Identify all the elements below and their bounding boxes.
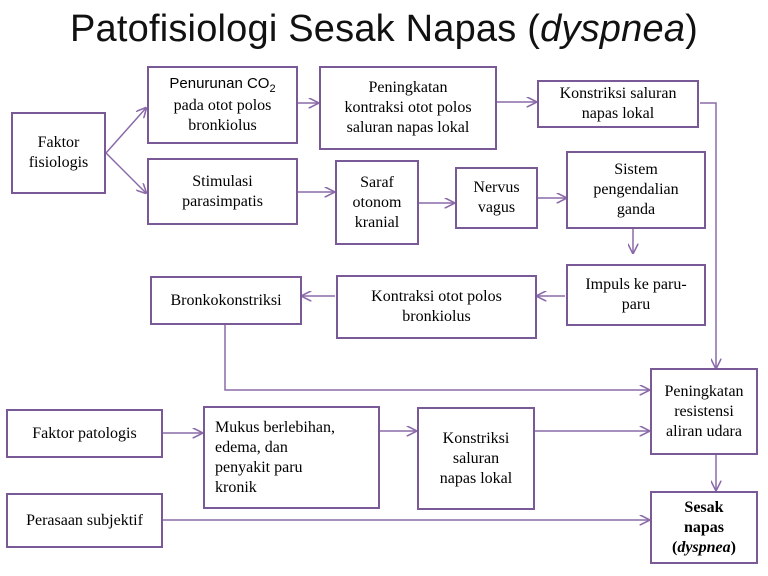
node-stimulasi-parasimpatis — [147, 158, 298, 225]
title-close: ) — [685, 8, 699, 50]
node-impuls-paru-label: Impuls ke paru- paru — [585, 276, 687, 313]
arrow-faktor-to-stimulasi — [106, 153, 146, 193]
node-konstriksi-saluran-top — [537, 80, 699, 128]
penurunan-co2-rest: pada otot polos bronkiolus — [173, 97, 272, 135]
penurunan-co2-prefix: Penurunan CO — [169, 74, 270, 92]
node-nervus-vagus-label: Nervus vagus — [473, 179, 520, 216]
sesak-napas-open: ( — [672, 538, 678, 556]
node-penurunan-co2-label — [169, 74, 275, 137]
node-sistem-pengendalian-label: Sistem pengendalian ganda — [593, 161, 679, 218]
arrow-faktor-to-penurunan — [106, 108, 146, 153]
node-mukus-label: Mukus berlebihan, edema, dan penyakit paru kronik — [215, 418, 335, 496]
node-faktor-patologis-label: Faktor patologis — [32, 424, 137, 442]
node-saraf-otonom-label: Saraf otonom kranial — [352, 173, 402, 231]
node-sesak-napas-label — [672, 498, 736, 558]
node-impuls-paru — [566, 264, 706, 326]
node-sistem-pengendalian — [566, 151, 706, 229]
node-konstriksi-saluran-bottom — [417, 407, 535, 510]
sesak-napas-italic: dyspnea — [677, 538, 731, 556]
node-konstriksi-saluran-bottom-label: Konstriksi saluran napas lokal — [439, 429, 513, 487]
node-faktor-fisiologis — [11, 112, 106, 194]
arrow-konstriksi-to-resistensi — [700, 103, 716, 368]
node-mukus — [203, 406, 380, 509]
node-stimulasi-parasimpatis-label: Stimulasi parasimpatis — [182, 172, 263, 210]
node-kontraksi-bronkiolus-label: Kontraksi otot polos bronkiolus — [371, 288, 502, 325]
node-peningkatan-resistensi-label: Peningkatan resistensi aliran udara — [664, 382, 744, 440]
node-konstriksi-saluran-top-label: Konstriksi saluran napas lokal — [559, 85, 677, 122]
penurunan-co2-subscript: 2 — [269, 82, 276, 95]
node-sesak-napas — [650, 491, 758, 564]
node-faktor-fisiologis-label: Faktor fisiologis — [28, 134, 89, 171]
sesak-napas-line1: Sesak napas — [683, 498, 724, 536]
node-peningkatan-resistensi — [650, 368, 758, 455]
node-perasaan-subjektif — [6, 493, 163, 548]
node-faktor-patologis — [6, 409, 163, 458]
node-bronkokonstriksi — [150, 276, 302, 325]
node-nervus-vagus — [455, 167, 538, 229]
sesak-napas-close: ) — [730, 538, 736, 556]
node-penurunan-co2 — [147, 66, 298, 144]
node-kontraksi-bronkiolus — [336, 275, 537, 339]
title-italic: dyspnea — [540, 8, 686, 50]
node-peningkatan-kontraksi-label: Peningkatan kontraksi otot polos saluran napas lokal — [344, 79, 472, 136]
node-saraf-otonom — [335, 160, 419, 245]
node-peningkatan-kontraksi — [319, 66, 497, 150]
node-perasaan-subjektif-label: Perasaan subjektif — [26, 511, 143, 529]
title-main: Patofisiologi Sesak Napas ( — [69, 8, 541, 50]
node-bronkokonstriksi-label: Bronkokonstriksi — [170, 291, 282, 309]
